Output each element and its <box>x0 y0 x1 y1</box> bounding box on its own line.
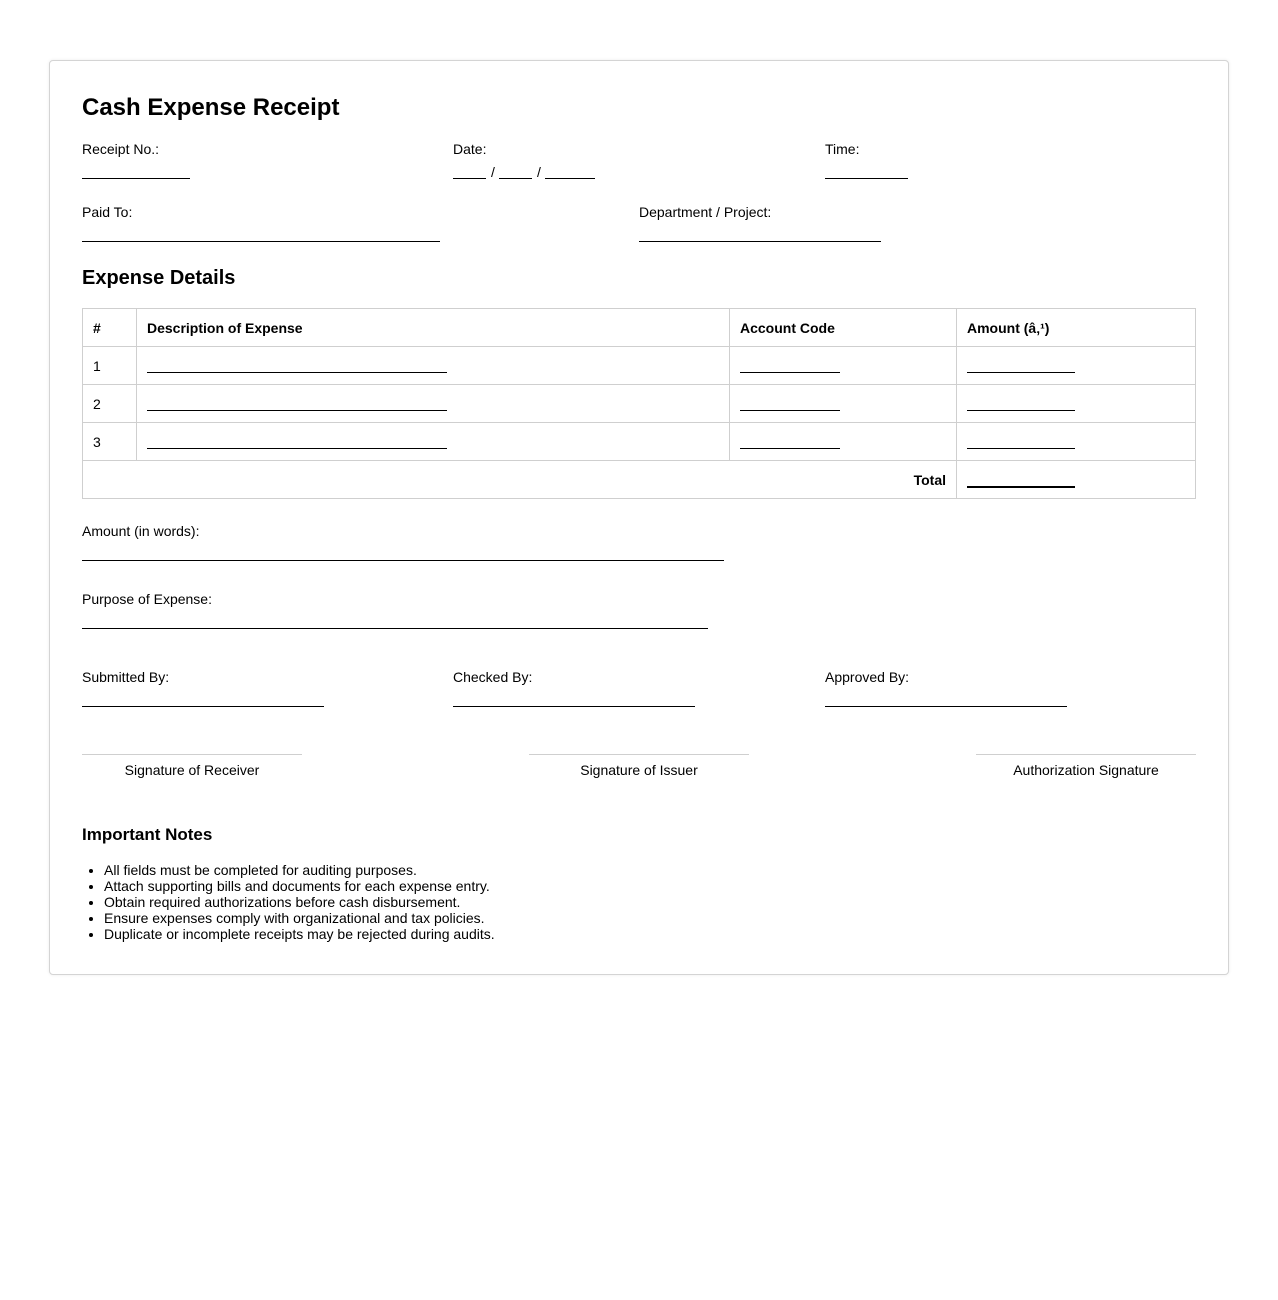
amount-field[interactable] <box>967 436 1075 449</box>
receiver-signature-line[interactable] <box>82 754 302 755</box>
date-year-field[interactable] <box>545 178 595 179</box>
description-cell <box>137 385 730 423</box>
description-field[interactable] <box>147 436 447 449</box>
department-label: Department / Project: <box>639 204 772 220</box>
checked-by-label: Checked By: <box>453 669 533 685</box>
column-header-amount: Amount (â‚¹) <box>957 309 1196 347</box>
date-separator: / <box>491 164 495 180</box>
amount-in-words-label: Amount (in words): <box>82 523 200 539</box>
issuer-signature-line[interactable] <box>529 754 749 755</box>
purpose-label: Purpose of Expense: <box>82 591 212 607</box>
notes-list <box>82 862 495 942</box>
description-field[interactable] <box>147 360 447 373</box>
total-amount-field[interactable] <box>967 474 1075 488</box>
account-code-cell <box>730 347 957 385</box>
paid-to-label: Paid To: <box>82 204 133 220</box>
list-item: • Duplicate or incomplete receipts may be rejected during audits. <box>104 926 495 942</box>
amount-cell <box>957 423 1196 461</box>
list-item: • Ensure expenses comply with organizational and tax policies. <box>104 910 495 926</box>
table-row <box>83 385 1196 423</box>
time-label: Time: <box>825 141 860 157</box>
list-item: • Attach supporting bills and documents for each expense entry. <box>104 878 495 894</box>
authorization-signature-line[interactable] <box>976 754 1196 755</box>
receipt-no-field[interactable] <box>82 178 190 179</box>
table-header-row <box>83 309 1196 347</box>
submitted-by-label: Submitted By: <box>82 669 170 685</box>
row-number: 1 <box>83 347 137 385</box>
account-code-field[interactable] <box>740 398 840 411</box>
description-cell <box>137 423 730 461</box>
description-field[interactable] <box>147 398 447 411</box>
column-header-description: Description of Expense <box>137 309 730 347</box>
total-row <box>83 461 1196 499</box>
account-code-field[interactable] <box>740 360 840 373</box>
amount-field[interactable] <box>967 398 1075 411</box>
amount-cell <box>957 347 1196 385</box>
approved-by-field[interactable] <box>825 706 1067 707</box>
column-header-account-code: Account Code <box>730 309 957 347</box>
checked-by-field[interactable] <box>453 706 695 707</box>
row-number: 2 <box>83 385 137 423</box>
receipt-no-label: Receipt No.: <box>82 141 160 157</box>
list-item: • All fields must be completed for auditing purposes. <box>104 862 495 878</box>
amount-cell <box>957 385 1196 423</box>
expense-table <box>82 308 1196 499</box>
row-number: 3 <box>83 423 137 461</box>
description-cell <box>137 347 730 385</box>
time-field[interactable] <box>825 178 908 179</box>
account-code-cell <box>730 385 957 423</box>
department-field[interactable] <box>639 241 881 242</box>
amount-in-words-field[interactable] <box>82 560 724 561</box>
total-amount-cell <box>957 461 1196 499</box>
column-header-number: # <box>83 309 137 347</box>
authorization-signature-label: Authorization Signature <box>1013 762 1159 778</box>
receipt-card <box>49 60 1229 975</box>
important-notes-heading: Important Notes <box>82 825 213 844</box>
submitted-by-field[interactable] <box>82 706 324 707</box>
page-title: Cash Expense Receipt <box>82 94 340 121</box>
date-day-field[interactable] <box>453 178 486 179</box>
table-row <box>83 347 1196 385</box>
expense-details-heading: Expense Details <box>82 267 236 289</box>
amount-field[interactable] <box>967 360 1075 373</box>
purpose-field[interactable] <box>82 628 708 629</box>
paid-to-field[interactable] <box>82 241 440 242</box>
date-month-field[interactable] <box>499 178 532 179</box>
account-code-cell <box>730 423 957 461</box>
approved-by-label: Approved By: <box>825 669 910 685</box>
issuer-signature-label: Signature of Issuer <box>580 762 698 778</box>
total-label: Total <box>83 461 957 499</box>
date-separator: / <box>537 164 541 180</box>
account-code-field[interactable] <box>740 436 840 449</box>
table-row <box>83 423 1196 461</box>
date-label: Date: <box>453 141 487 157</box>
receiver-signature-label: Signature of Receiver <box>124 762 260 778</box>
list-item: • Obtain required authorizations before cash disbursement. <box>104 894 495 910</box>
